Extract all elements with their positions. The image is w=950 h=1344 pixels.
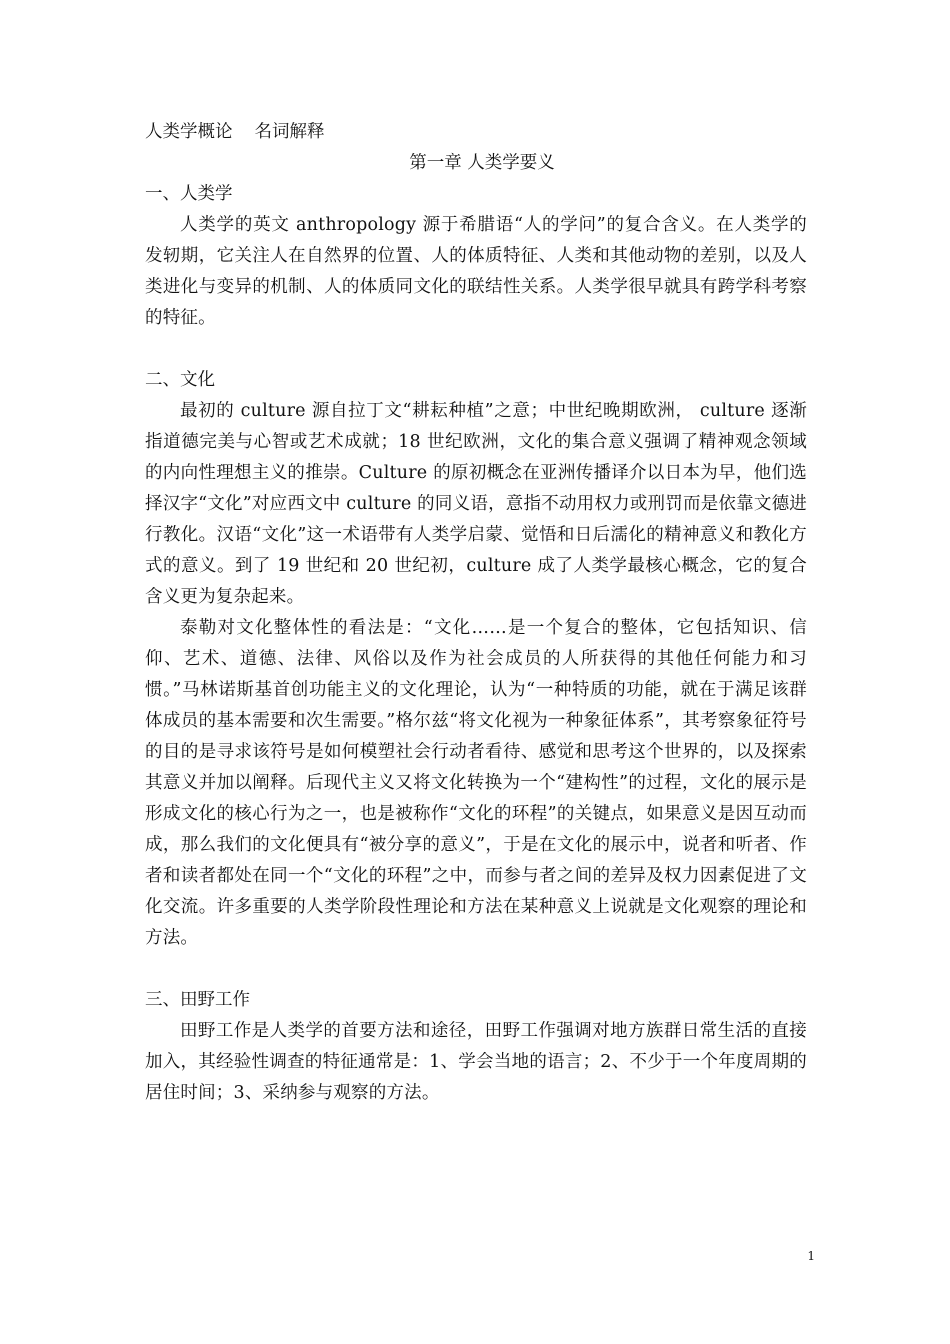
section-fieldwork [145, 985, 807, 1109]
section-spacer [145, 954, 807, 985]
paragraph: 田野工作是人类学的首要方法和途径，田野工作强调对地方族群日常生活的直接加入，其经验性调查的特征通常是：1、学会当地的语言；2、不少于一个年度周期的居住时间；3、采纳参与观察的方法。 [145, 1021, 807, 1103]
chapter-title: 第一章 人类学要义 [409, 153, 555, 173]
paragraph: 泰勒对文化整体性的看法是：“文化……是一个复合的整体，它包括知识、信仰、艺术、道德、法律、风俗以及作为社会成员的人所获得的其他任何能力和习惯。”马林诺斯基首创功能主义的文化理论，认为“一种特质的功能，就在于满足该群体成员的基本需要和次生需要。”格尔兹“将文化视为一种象征体系”，其考察象征符号的目的是寻求该符号是如何模塑社会行动者看待、感觉和思考这个世界的，以及探索其意义并加以阐释。后现代主义又将文化转换为一个“建构性”的过程，文化的展示是形成文化的核心行为之一，也是被称作“文化的环程”的关键点，如果意义是因互动而成，那么我们的文化便具有“被分享的意义”，于是在文化的展示中，说者和听者、作者和读者都处在同一个“文化的环程”之中，而参与者之间的差异及权力因素促进了文化交流。许多重要的人类学阶段性理论和方法在某种意义上说就是文化观察的理论和方法。 [145, 618, 807, 948]
header-topic: 名词解释 [254, 122, 325, 142]
course-title: 人类学概论 [145, 122, 233, 142]
paragraph: 人类学的英文 anthropology 源于希腊语“人的学问”的复合含义。在人类学的发轫期，它关注人在自然界的位置、人的体质特征、人类和其他动物的差别，以及人类进化与变异的机制、人的体质同文化的联结性关系。人类学很早就具有跨学科考察的特征。 [145, 215, 807, 328]
section-anthropology [145, 179, 807, 334]
section-heading: 二、文化 [145, 370, 215, 390]
paragraph: 最初的 culture 源自拉丁文“耕耘种植”之意；中世纪晚期欧洲， culture 逐渐指道德完美与心智或艺术成就；18 世纪欧洲，文化的集合意义强调了精神观念领域的内向性理想主义的推崇。Culture 的原初概念在亚洲传播译介以日本为早，他们选择汉字“文化”对应西文中 culture 的同义语，意指不动用权力或刑罚而是依靠文德进行教化。汉语“文化”这一术语带有人类学启蒙、觉悟和日后濡化的精神意义和教化方式的意义。到了 19 世纪和 20 世纪初，culture 成了人类学最核心概念，它的复合含义更为复杂起来。 [145, 401, 807, 607]
section-spacer [145, 334, 807, 365]
page-number: 1 [807, 1249, 815, 1263]
document-header [145, 117, 807, 148]
section-heading: 三、田野工作 [145, 990, 250, 1010]
section-heading: 一、人类学 [145, 184, 233, 204]
document-body [145, 117, 807, 1109]
section-culture [145, 365, 807, 954]
